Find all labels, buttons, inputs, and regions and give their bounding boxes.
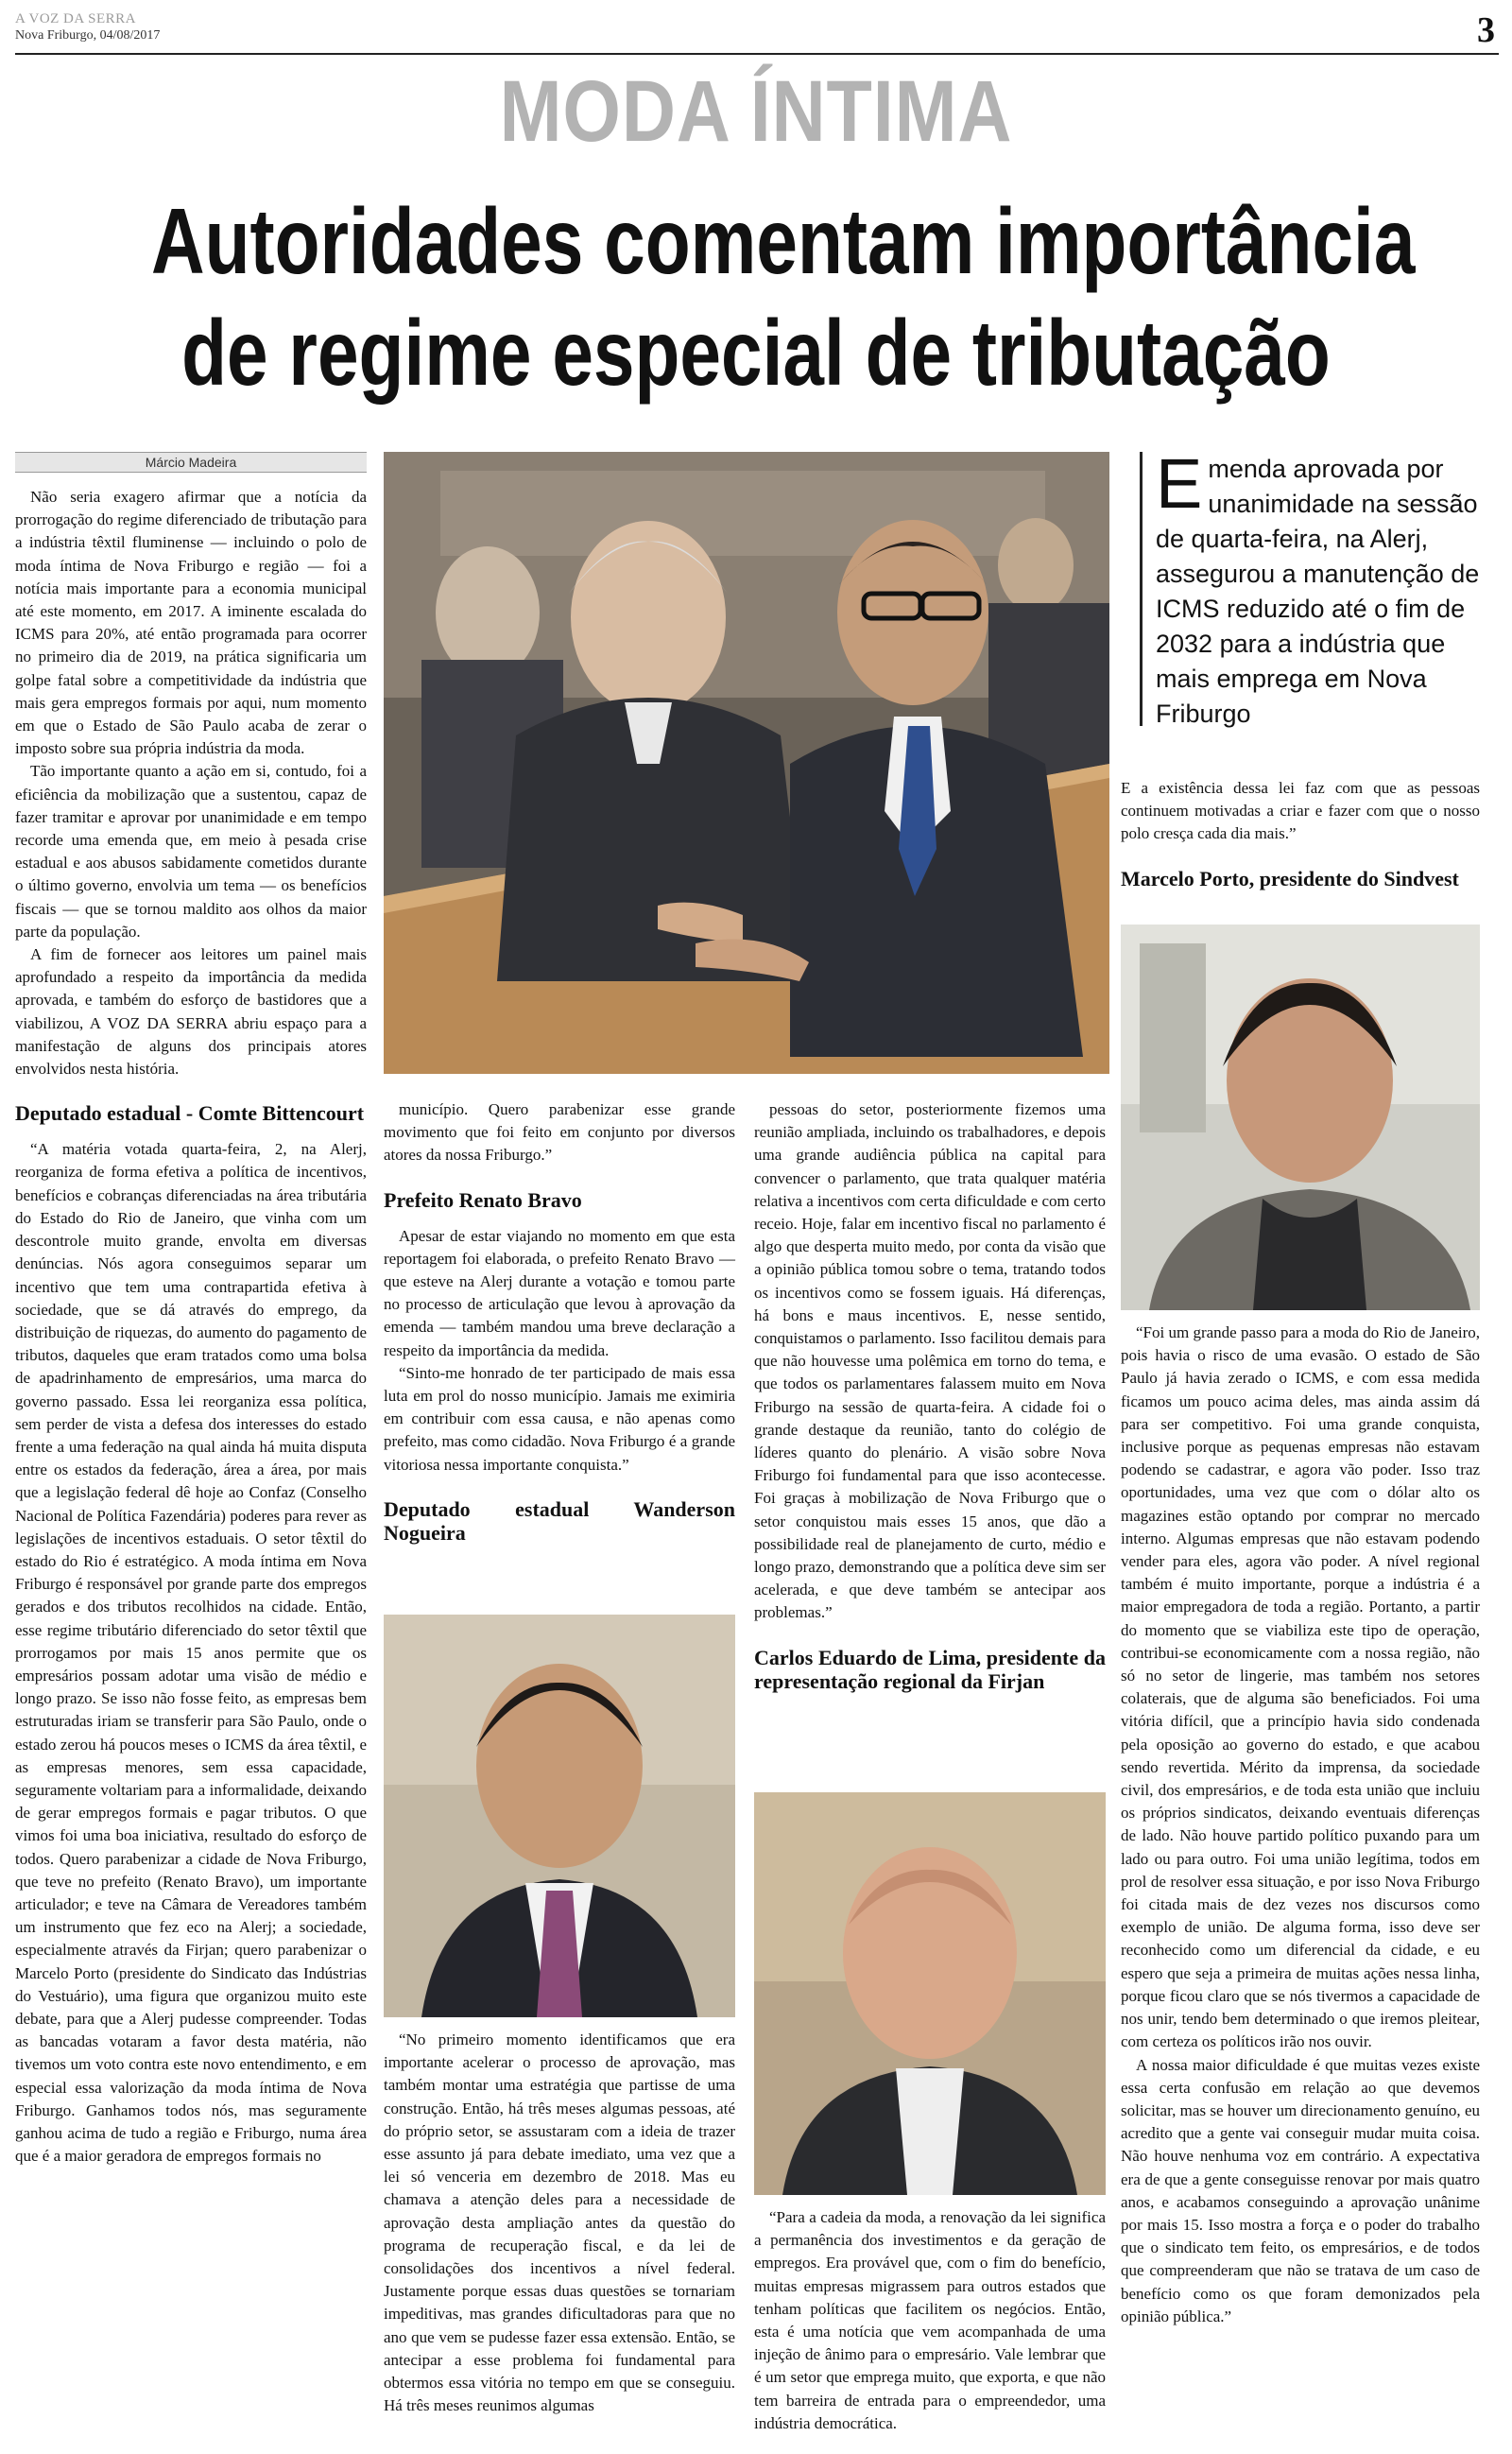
column-2 [384, 1098, 735, 1558]
subheading-comte: Deputado estadual - Comte Bittencourt [15, 1101, 365, 1126]
photo-wanderson-nogueira [384, 1615, 735, 2017]
wanderson-paragraph: “No primeiro momento identificamos que era importante acelerar o processo de aprovação, mas também montar uma estratégia que partisse de uma construção. Então, há três meses algumas pessoas, até do próprio setor, se assustaram com a ideia de trazer esse assunto já para debate imediato, uma vez que a lei só venceria em dezembro de 2018. Mas eu chamava a atenção deles para a necessidade de aprovação desta ampliação antes da questão do programa de recuperação fiscal, e da lei de consolidações dos incentivos a nível federal. Justamente porque essas duas questões se tornariam impeditivas, mas grandes dificultadoras para que no ano que vem se pudesse fazer essa extensão. Então, se antecipar a esse problema foi fundamental para obtermos essa vitória no tempo em que se conseguiu. Há três meses reunimos algumas [384, 2031, 735, 2415]
portrait-illustration [384, 1615, 735, 2017]
byline: Márcio Madeira [15, 452, 367, 473]
column-3-lower [754, 2206, 1106, 2435]
publication-name: A VOZ DA SERRA [15, 11, 136, 26]
comte-paragraph: “A matéria votada quarta-feira, 2, na Alerj, reorganiza de forma efetiva a política de incentivos, benefícios e cobranças diferenciadas na área tributária do Estado do Rio de Janeiro, que vinha com um descontrole muito grande, envolta em diversas denúncias. Nós agora conseguimos separar um incentivo que tem uma contrapartida efetiva à sociedade, que se dá através do emprego, da distribuição de riquezas, do aumento do pagamento de tributos, daqueles que eram tratados como uma bolsa de apadrinhamento de empresários, uma marca do governo passado. Essa lei reorganiza essa política, sem perder de vista a defesa dos interesses do estado frente a uma federação na qual ainda há muita disputa entre os estados da federação, área a área, por mais que a legislação federal dê hoje ao Confaz (Conselho Nacional de Política Fazendária) poderes para rever as legislações de incentivos estaduais. O setor têxtil do estado do Rio é estratégico. A moda íntima em Nova Friburgo é responsável por grande parte dos empregos gerados e dos tributos recolhidos na cidade. Então, esse regime tributário diferenciado do setor têxtil que prorrogamos por mais 15 anos permite que os empresários possam adotar uma visão de médio e longo prazo. Se isso não fosse feito, as empresas bem estruturadas iriam se transferir para São Paulo, onde o estado zerou há poucos meses o ICMS da área têxtil, e as empresas menores, sem essa capacidade, seguramente voltariam para a informalidade, deixando de gerar empregos formais e pagar tributos. O que vimos foi uma boa iniciativa, resultado do esforço de todos. Quero parabenizar a cidade de Nova Friburgo, que teve no prefeito (Renato Bravo), um importante articulador; e teve na Câmara de Vereadores também um instrumento que fez eco na Alerj; a sociedade, especialmente através da Firjan; quero parabenizar o Marcelo Porto (presidente do Sindicato das Indústrias do Vestuário), uma figura que organizou muito este debate, para que a Alerj pudesse compreender. Todas as bancadas votaram a favor desta matéria, não tivemos um voto contra este novo entendimento, e em especial essa valorização da moda íntima de Nova Friburgo. Ganhamos todos nós, mas seguramente ganhou acima de tudo a região e Friburgo, numa área que é a maior geradora de empregos formais no [15, 1140, 367, 2166]
carlos-continued-paragraph: E a existência dessa lei faz com que as pessoas continuem motivadas a criar e fazer com que o nosso polo cresça cada dia mais.” [1121, 779, 1480, 843]
dateline: Nova Friburgo, 04/08/2017 [15, 28, 161, 43]
column-4 [1121, 777, 1480, 904]
section-kicker: MODA ÍNTIMA [499, 63, 1013, 160]
bravo-paragraph: “Sinto-me honrado de ter participado de mais essa luta em prol do nosso município. Jamais me eximiria em contribuir com essa causa, e não apenas como prefeito, mas como cidadão. Nova Friburgo é a grande vitoriosa nessa importante conquista.” [384, 1363, 735, 1474]
bravo-paragraph: Apesar de estar viajando no momento em que esta reportagem foi elaborada, o prefeito Renato Bravo — que esteve na Alerj durante a votação e tomou parte no processo de articulação que levou à aprovação da emenda — também mandou uma breve declaração a respeito da importância da medida. [384, 1226, 735, 1359]
column-3 [754, 1098, 1106, 1706]
page-number: 3 [1477, 10, 1495, 50]
masthead [15, 11, 1499, 55]
headline-line-1: Autoridades comentam importância [151, 189, 1416, 293]
wanderson-continued-paragraph: pessoas do setor, posteriormente fizemos uma reunião ampliada, incluindo os trabalhadores, e depois uma grande audiência pública na capital para convencer o parlamento, que trata qualquer matéria relativa a incentivos com certa dificuldade e com certo receio. Hoje, falar em incentivo fiscal no parlamento é algo que desperta muito medo, por conta da visão que a opinião pública tomou sobre o tema, tratando todos os incentivos como se fossem iguais. Há diferenças, há bons e maus incentivos. E, nesse sentido, conquistamos o parlamento. Isso facilitou demais para que não houvesse uma polêmica em torno do tema, e que todos os parlamentares falassem muito em Nova Friburgo na sessão de quarta-feira. A cidade foi o grande destaque da reunião, tanto do colégio de líderes quanto do plenário. A visão sobre Nova Friburgo foi fundamental para que isso acontecesse. Foi graças à mobilização de Nova Friburgo que o setor conquistou mais esses 15 anos, que dão a possibilidade real de planejamento de curto, médio e longo prazo, demonstrando que a política deve sim ser acelerada, e que deve também se antecipar aos problemas.” [754, 1100, 1106, 1622]
column-1 [15, 452, 367, 2168]
marcelo-paragraph: A nossa maior dificuldade é que muitas vezes existe essa certa confusão em relação ao que devemos solicitar, mas se houver um direcionamento genuíno, eu acredito que a gente vai conseguir mudar muita coisa. Não houve nenhuma voz em contrário. A expectativa era de que a gente conseguisse renovar por mais quatro anos, e acabamos conseguindo a aprovação unânime por mais 15. Isso mostra a força e o poder do trabalho que o sindicato tem feito, os empresários, e de todos que compreenderam que não se tratava de um caso de benefício como os que foram demonizados pela opinião pública.” [1121, 2055, 1480, 2325]
carlos-paragraph: “Para a cadeia da moda, a renovação da lei significa a permanência dos investimentos e da geração de empregos. Era provável que, com o fim do benefício, muitas empresas migrassem para outros estados que tenham políticas que facilitem os negócios. Então, esta é uma notícia que vem acompanhada de uma injeção de ânimo para o empresário. Vale lembrar que é um setor que emprega muito, que exporta, e que não tem barreira de entrada para o empreendedor, uma indústria democrática. [754, 2208, 1106, 2432]
subheading-wanderson: Deputado estadual Wanderson Nogueira [384, 1496, 735, 1545]
photo-illustration [384, 452, 1109, 1074]
photo-marcelo-porto [1121, 925, 1480, 1310]
pull-quote [1140, 444, 1496, 728]
marcelo-paragraph: “Foi um grande passo para a moda do Rio de Janeiro, pois havia o risco de uma evasão. O estado de São Paulo já havia zerado o ICMS, e com essa medida ficamos um pouco acima deles, mas ainda assim dá para ser competitivo. Foi uma grande conquista, inclusive porque as pequenas empresas não estavam podendo se cadastrar, e agora vão poder. Isso traz oportunidades, uma vez que com o dólar alto os magazines estão optando por comprar no mercado interno. Algumas empresas que não estavam podendo vender para eles, agora vão poder. A nível regional também é muito importante, porque a indústria é a maior empregadora de toda a região. Portanto, a partir do momento que se viabiliza este tipo de operação, contribui-se economicamente com a nossa região, não só no setor de lingerie, mas também nos setores colaterais, que de alguma são beneficiados. Foi uma vitória difícil, que a princípio havia sido condenada pela oposição ao governo do estado, e que acabou sendo revertida. Mérito da imprensa, da sociedade civil, dos empresários, e de toda esta união que incluiu os próprios sindicatos, deixando eventuais diferenças de lado. Não houve partido político puxando para um lado ou para outro. Foi uma união legítima, todos em prol de resolver essa situação, e por isso Nova Friburgo foi citada mais de dez vezes nos discursos como exemplo de união. De alguma forma, isso deve ser reconhecido como um diferencial da cidade, e eu espero que seja a primeira de muitas ações nessa linha, porque ficou claro que se nós tivermos a capacidade de nos unir, tendo bem determinado o que iremos pleitear, com certeza os políticos irão nos ouvir. [1121, 1323, 1480, 2051]
portrait-illustration [754, 1792, 1106, 2195]
intro-paragraph: Tão importante quanto a ação em si, contudo, foi a eficiência da mobilização que a sustentou, capaz de fazer tramitar e aprovar por unanimidade e em tempo recorde uma emenda que, em meio à pesada crise estadual e aos abusos sabidamente cometidos durante o último governo, envolvia um tema — os benefícios fiscais — que se tornou maldito aos olhos da maior parte da população. [15, 762, 367, 941]
photo-carlos-eduardo-de-lima [754, 1792, 1106, 2195]
intro-paragraph: Não seria exagero afirmar que a notícia da prorrogação do regime diferenciado de tributação para a indústria têxtil fluminense — incluindo o polo de moda íntima de Nova Friburgo e região — foi a notícia mais importante para a economia municipal até este momento, em 2017. A iminente escalada do ICMS para 20%, até então programada para ocorrer no primeiro dia de 2019, na prática significaria um golpe fatal sobre a competitividade da indústria que mais gera empregos formais por aqui, num momento em que o Estado de São Paulo acaba de zerar o imposto sobre sua própria indústria da moda. [15, 488, 367, 758]
intro-paragraph: A fim de fornecer aos leitores um painel mais aprofundado a respeito da importância da medida aprovada, e também do esforço de bastidores que a viabilizou, A VOZ DA SERRA abriu espaço para a manifestação de alguns dos principais atores envolvidos nesta história. [15, 945, 367, 1079]
headline-line-2: de regime especial de tributação [181, 301, 1331, 405]
column-2-lower [384, 2029, 735, 2417]
subheading-marcelo: Marcelo Porto, presidente do Sindvest [1121, 866, 1459, 890]
pull-quote-text: menda aprovada por unanimidade na sessão de quarta-feira, na Alerj, assegurou a manutenção de ICMS reduzido até o fim de 2032 para a indústria que mais emprega em Nova Friburgo [1156, 455, 1480, 728]
main-photo-deputies [384, 452, 1109, 1074]
subheading-bravo: Prefeito Renato Bravo [384, 1187, 582, 1212]
headline [151, 185, 1416, 408]
pull-quote-dropcap: E [1156, 444, 1203, 523]
column-4-lower [1121, 1322, 1480, 2328]
portrait-illustration [1121, 925, 1480, 1310]
comte-closing-paragraph: município. Quero parabenizar esse grande movimento que foi feito em conjunto por diversos atores da nossa Friburgo.” [384, 1100, 735, 1165]
subheading-carlos: Carlos Eduardo de Lima, presidente da representação regional da Firjan [754, 1645, 1106, 1693]
